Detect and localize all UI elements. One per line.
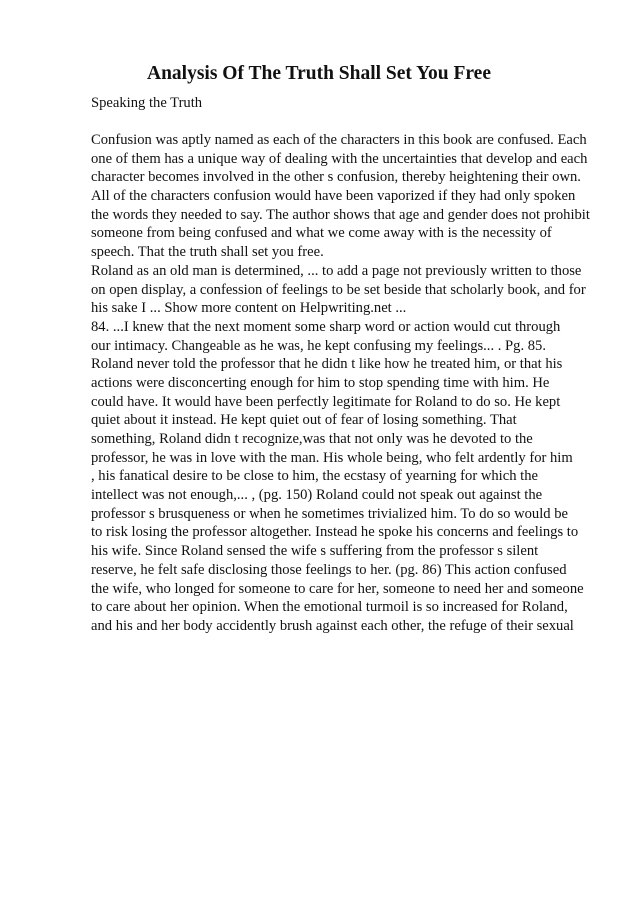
body-text-line: Roland never told the professor that he didn t like how he treated him, or that his xyxy=(91,356,563,373)
body-text-line: the words they needed to say. The author shows that age and gender does not prohibit xyxy=(91,206,590,223)
body-text-line: one of them has a unique way of dealing with the uncertainties that develop and each xyxy=(91,150,588,167)
body-text-line: professor, he was in love with the man. His whole being, who felt ardently for him xyxy=(91,449,573,466)
body-text-line: All of the characters confusion would have been vaporized if they had only spoken xyxy=(91,188,576,205)
document-body xyxy=(91,131,611,636)
body-text-line: something, Roland didn t recognize,was that not only was he devoted to the xyxy=(91,431,533,447)
body-text-line: professor s brusqueness or when he sometimes trivialized him. To do so would be xyxy=(91,505,568,522)
body-text-line: Confusion was aptly named as each of the characters in this book are confused. Each xyxy=(91,132,587,148)
body-text-line: someone from being confused and what we come away with is the necessity of xyxy=(91,225,552,242)
body-text-line: to risk losing the professor altogether. Instead he spoke his concerns and feelings to xyxy=(91,524,579,541)
body-text-line: the wife, who longed for someone to care for her, someone to need her and someone xyxy=(91,580,584,597)
body-text-line: quiet about it instead. He kept quiet out of fear of losing something. That xyxy=(91,412,517,429)
body-text-line: speech. That the truth shall set you free. xyxy=(91,244,324,261)
body-text-line: our intimacy. Changeable as he was, he kept confusing my feelings... . Pg. 85. xyxy=(91,337,547,354)
body-text-line: intellect was not enough,... , (pg. 150) Roland could not speak out against the xyxy=(91,487,543,504)
body-text-line: to care about her opinion. When the emotional turmoil is so increased for Roland, xyxy=(91,599,568,616)
body-text-line: 84. ...I knew that the next moment some sharp word or action would cut through xyxy=(91,318,561,335)
body-text-line: his wife. Since Roland sensed the wife s suffering from the professor s silent xyxy=(91,543,539,560)
body-text-line: could have. It would have been perfectly legitimate for Roland to do so. He kept xyxy=(91,393,561,410)
body-text-line: Roland as an old man is determined, ... to add a page not previously written to those xyxy=(91,262,582,279)
document-title: Analysis Of The Truth Shall Set You Free xyxy=(146,63,491,84)
body-text-line: , his fanatical desire to be close to him, the ecstasy of yearning for which the xyxy=(91,468,538,485)
document-subtitle: Speaking the Truth xyxy=(91,95,203,111)
body-text-line: on open display, a confession of feelings to be set beside that scholarly book, and for xyxy=(91,281,586,298)
body-text-line: his sake I ... Show more content on Helpwriting.net ... xyxy=(91,300,407,317)
body-text-line: actions were disconcerting enough for him to stop spending time with him. He xyxy=(91,374,550,391)
body-text-line: character becomes involved in the other s confusion, thereby heightening their own. xyxy=(91,169,581,186)
body-text-line: and his and her body accidently brush against each other, the refuge of their sexual xyxy=(91,617,574,634)
body-text-line: reserve, he felt safe disclosing those feelings to her. (pg. 86) This action confused xyxy=(91,561,567,578)
